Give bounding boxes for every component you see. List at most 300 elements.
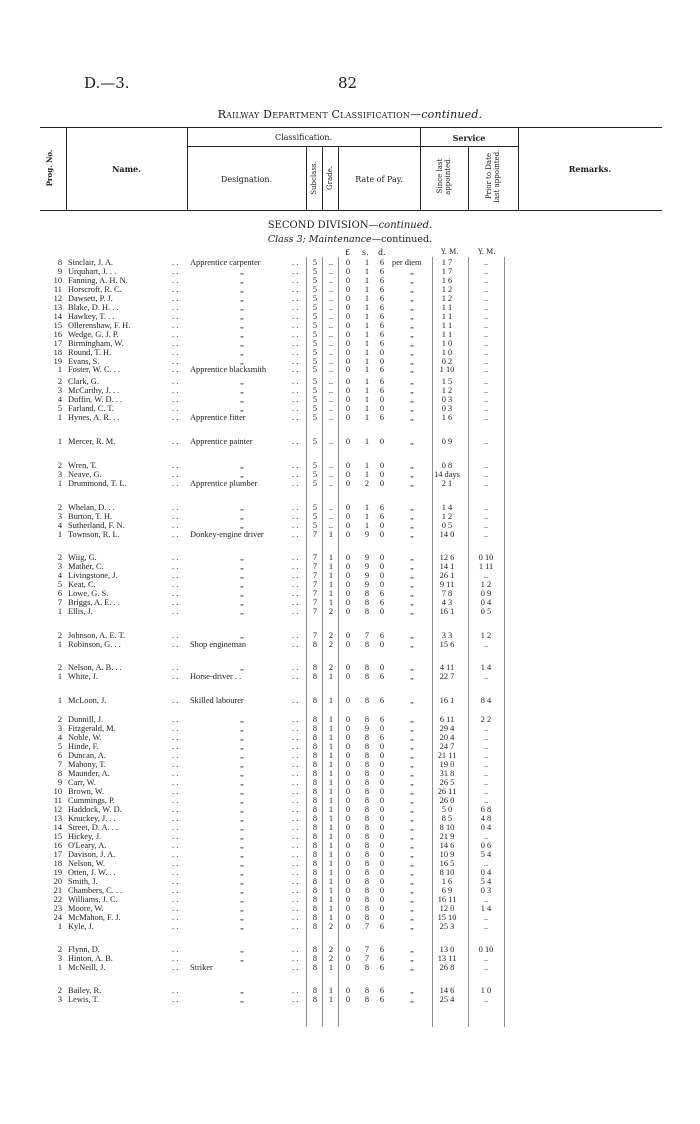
row-number: 3 [57, 954, 62, 963]
row-pay-pence: 0 [379, 742, 385, 751]
row-number: 1 [57, 530, 62, 539]
row-designation: „ [240, 877, 244, 886]
table-row [0, 321, 700, 330]
leader-dots: . . [172, 954, 179, 963]
row-service-since-last: 14 6 [439, 841, 455, 850]
row-pay-period: „ [410, 339, 414, 348]
row-service-since-last: 0 3 [441, 404, 453, 413]
row-name: Kyle, J. [68, 922, 94, 931]
row-pay-shillings: 1 [364, 521, 370, 530]
table-row [0, 598, 700, 607]
row-pay-period: „ [410, 357, 414, 366]
row-designation: „ [240, 995, 244, 1004]
row-pay-pence: 0 [379, 580, 385, 589]
header-name: Name. [112, 164, 141, 174]
row-service-since-last: 24 7 [439, 742, 455, 751]
row-number: 4 [57, 395, 62, 404]
row-designation: „ [240, 267, 244, 276]
row-service-prior: .. [483, 339, 489, 348]
row-subclass: 5 [312, 303, 318, 312]
leader-dots: . . [292, 267, 299, 276]
row-pay-shillings: 9 [364, 580, 370, 589]
row-service-since-last: 6 9 [441, 886, 453, 895]
row-service-prior: .. [483, 530, 489, 539]
row-pay-period: „ [410, 631, 414, 640]
row-subclass: 8 [312, 963, 318, 972]
row-pay-period: „ [410, 404, 414, 413]
leader-dots: . . [292, 258, 299, 267]
row-pay-pounds: 0 [345, 742, 351, 751]
row-subclass: 5 [312, 294, 318, 303]
leader-dots: . . [292, 386, 299, 395]
row-pay-pounds: 0 [345, 607, 351, 616]
row-subclass: 5 [312, 386, 318, 395]
row-designation: „ [240, 904, 244, 913]
row-pay-pence: 0 [379, 895, 385, 904]
row-pay-shillings: 8 [364, 663, 370, 672]
row-number: 11 [53, 285, 62, 294]
leader-dots: . . [172, 461, 179, 470]
leader-dots: . . [292, 663, 299, 672]
row-service-prior: .. [483, 832, 489, 841]
row-name: Lowe, G. S. [68, 589, 109, 598]
table-row [0, 607, 700, 616]
row-grade: 1 [328, 571, 334, 580]
row-service-since-last: 22 7 [439, 672, 455, 681]
leader-dots: . . [292, 724, 299, 733]
row-number: 2 [57, 715, 62, 724]
row-number: 9 [57, 267, 62, 276]
row-designation: „ [240, 986, 244, 995]
unit-years-months-1: Y. M. [441, 248, 459, 256]
row-service-prior: .. [483, 285, 489, 294]
row-subclass: 5 [312, 285, 318, 294]
row-subclass: 8 [312, 640, 318, 649]
row-pay-pounds: 0 [345, 413, 351, 422]
row-pay-pounds: 0 [345, 386, 351, 395]
table-row [0, 276, 700, 285]
row-service-prior: .. [483, 294, 489, 303]
section-main: SECOND DIVISION [267, 220, 369, 231]
row-pay-period: „ [410, 922, 414, 931]
leader-dots: . . [292, 787, 299, 796]
row-number: 19 [53, 868, 62, 877]
row-subclass: 8 [312, 868, 318, 877]
row-grade: .. [328, 365, 334, 374]
row-number: 16 [53, 330, 62, 339]
row-pay-period: „ [410, 868, 414, 877]
row-pay-period: „ [410, 954, 414, 963]
row-pay-period: „ [410, 796, 414, 805]
row-name: Neave, G. [68, 470, 102, 479]
row-service-prior: 1 2 [480, 631, 492, 640]
leader-dots: . . [172, 832, 179, 841]
row-designation: „ [240, 631, 244, 640]
row-number: 7 [57, 760, 62, 769]
row-grade: 1 [328, 859, 334, 868]
header-prog-no: Prog. No. [45, 149, 54, 187]
row-pay-pounds: 0 [345, 312, 351, 321]
row-pay-period: „ [410, 530, 414, 539]
rule-grade [322, 257, 323, 1027]
row-grade: 1 [328, 877, 334, 886]
header-since-last: Since last appointed. [436, 157, 452, 195]
row-number: 3 [57, 512, 62, 521]
row-subclass: 7 [312, 607, 318, 616]
row-designation: Apprentice blacksmith [190, 365, 267, 374]
row-pay-pence: 6 [379, 503, 385, 512]
row-pay-pence: 6 [379, 294, 385, 303]
row-pay-pence: 0 [379, 395, 385, 404]
table-row [0, 715, 700, 724]
row-pay-shillings: 8 [364, 850, 370, 859]
row-designation: „ [240, 321, 244, 330]
row-subclass: 5 [312, 312, 318, 321]
table-row [0, 672, 700, 681]
row-grade: .. [328, 521, 334, 530]
row-pay-period: „ [410, 751, 414, 760]
leader-dots: . . [172, 562, 179, 571]
row-service-since-last: 9 11 [439, 580, 455, 589]
row-pay-pence: 6 [379, 589, 385, 598]
row-pay-period: „ [410, 895, 414, 904]
row-service-since-last: 4 3 [441, 598, 453, 607]
table-row [0, 850, 700, 859]
row-pay-period: „ [410, 553, 414, 562]
row-pay-period: „ [410, 814, 414, 823]
row-grade: 1 [328, 715, 334, 724]
row-service-prior: .. [483, 521, 489, 530]
row-pay-pence: 6 [379, 672, 385, 681]
row-number: 1 [57, 640, 62, 649]
row-subclass: 8 [312, 995, 318, 1004]
row-service-since-last: 5 0 [441, 805, 453, 814]
row-number: 5 [57, 580, 62, 589]
row-pay-shillings: 9 [364, 562, 370, 571]
row-service-prior: .. [483, 796, 489, 805]
row-service-prior: .. [483, 404, 489, 413]
row-pay-pence: 6 [379, 330, 385, 339]
row-number: 1 [57, 437, 62, 446]
row-name: Hinton, A. B. [68, 954, 113, 963]
row-service-since-last: 29 4 [439, 724, 455, 733]
row-service-prior: .. [483, 760, 489, 769]
row-pay-period: „ [410, 377, 414, 386]
table-row [0, 663, 700, 672]
row-designation: „ [240, 461, 244, 470]
table-row [0, 742, 700, 751]
row-name: Mather, C. [68, 562, 104, 571]
row-pay-pounds: 0 [345, 640, 351, 649]
row-service-prior: 1 4 [480, 904, 492, 913]
table-row [0, 832, 700, 841]
leader-dots: . . [292, 859, 299, 868]
row-designation: Apprentice plumber [190, 479, 258, 488]
row-service-since-last: 1 2 [441, 285, 453, 294]
leader-dots: . . [172, 913, 179, 922]
row-pay-period: „ [410, 913, 414, 922]
row-designation: „ [240, 886, 244, 895]
row-pay-pence: 6 [379, 258, 385, 267]
row-designation: „ [240, 715, 244, 724]
row-pay-period: „ [410, 724, 414, 733]
row-subclass: 8 [312, 724, 318, 733]
row-pay-period: „ [410, 904, 414, 913]
row-pay-shillings: 2 [364, 479, 370, 488]
table-row [0, 580, 700, 589]
row-grade: 1 [328, 672, 334, 681]
row-service-prior: 1 11 [478, 562, 494, 571]
row-subclass: 8 [312, 796, 318, 805]
row-pay-shillings: 1 [364, 276, 370, 285]
row-service-prior: 0 4 [480, 823, 492, 832]
row-subclass: 8 [312, 886, 318, 895]
row-subclass: 7 [312, 598, 318, 607]
table-row [0, 503, 700, 512]
row-designation: Horse-driver . . [190, 672, 242, 681]
leader-dots: . . [172, 859, 179, 868]
row-service-since-last: 21 11 [437, 751, 457, 760]
leader-dots: . . [292, 395, 299, 404]
row-pay-shillings: 1 [364, 395, 370, 404]
row-subclass: 7 [312, 530, 318, 539]
row-service-since-last: 1 6 [441, 877, 453, 886]
row-service-prior: 1 4 [480, 663, 492, 672]
row-designation: „ [240, 859, 244, 868]
row-name: Mahony, T. [68, 760, 106, 769]
row-designation: „ [240, 395, 244, 404]
row-service-prior: .. [483, 672, 489, 681]
row-name: Hynes, A. R. . . [68, 413, 120, 422]
table-row [0, 751, 700, 760]
leader-dots: . . [172, 303, 179, 312]
table-row [0, 377, 700, 386]
row-pay-period: „ [410, 294, 414, 303]
table-row [0, 303, 700, 312]
row-designation: „ [240, 913, 244, 922]
row-pay-pounds: 0 [345, 954, 351, 963]
table-row [0, 913, 700, 922]
table-row [0, 859, 700, 868]
row-subclass: 8 [312, 751, 318, 760]
table-row [0, 787, 700, 796]
row-pay-pence: 6 [379, 285, 385, 294]
row-service-since-last: 15 10 [437, 913, 457, 922]
leader-dots: . . [292, 832, 299, 841]
leader-dots: . . [292, 303, 299, 312]
leader-dots: . . [292, 512, 299, 521]
table-row [0, 868, 700, 877]
row-name: Drummond, T. L. [68, 479, 127, 488]
row-designation: „ [240, 562, 244, 571]
row-service-since-last: 13 11 [437, 954, 457, 963]
row-name: Burton, T. H. [68, 512, 113, 521]
row-pay-pounds: 0 [345, 267, 351, 276]
row-service-since-last: 1 2 [441, 294, 453, 303]
leader-dots: . . [292, 631, 299, 640]
row-service-since-last: 21 9 [439, 832, 455, 841]
table-row [0, 413, 700, 422]
leader-dots: . . [292, 553, 299, 562]
row-pay-pence: 6 [379, 954, 385, 963]
row-grade: 1 [328, 995, 334, 1004]
row-pay-pence: 6 [379, 512, 385, 521]
row-pay-period: „ [410, 995, 414, 1004]
table-row [0, 348, 700, 357]
row-designation: Apprentice fitter [190, 413, 246, 422]
row-name: Street, D. A. . . [68, 823, 119, 832]
row-service-since-last: 4 11 [439, 663, 455, 672]
row-pay-pence: 6 [379, 598, 385, 607]
leader-dots: . . [172, 580, 179, 589]
row-service-prior: 0 4 [480, 598, 492, 607]
table-row [0, 904, 700, 913]
header-remarks: Remarks. [568, 164, 612, 174]
row-name: Mercer, R. M. [68, 437, 116, 446]
leader-dots: . . [172, 760, 179, 769]
leader-dots: . . [292, 461, 299, 470]
row-subclass: 8 [312, 805, 318, 814]
row-subclass: 8 [312, 742, 318, 751]
leader-dots: . . [292, 868, 299, 877]
row-grade: .. [328, 330, 334, 339]
table-row [0, 530, 700, 539]
row-pay-pounds: 0 [345, 877, 351, 886]
row-pay-period: „ [410, 769, 414, 778]
row-grade: 2 [328, 945, 334, 954]
row-subclass: 5 [312, 321, 318, 330]
row-pay-pence: 0 [379, 724, 385, 733]
row-service-since-last: 1 4 [441, 503, 453, 512]
row-service-since-last: 1 1 [441, 321, 453, 330]
row-service-prior: 2 2 [480, 715, 492, 724]
row-pay-period: „ [410, 877, 414, 886]
leader-dots: . . [172, 258, 179, 267]
leader-dots: . . [292, 895, 299, 904]
row-pay-pounds: 0 [345, 986, 351, 995]
row-subclass: 8 [312, 769, 318, 778]
table-row [0, 841, 700, 850]
leader-dots: . . [292, 945, 299, 954]
row-pay-shillings: 1 [364, 294, 370, 303]
row-pay-shillings: 1 [364, 321, 370, 330]
row-pay-pounds: 0 [345, 276, 351, 285]
row-grade: .. [328, 321, 334, 330]
row-service-since-last: 10 9 [439, 850, 455, 859]
table-row [0, 796, 700, 805]
row-name: Ollerenshaw, F. H. [68, 321, 131, 330]
row-service-prior: 1 0 [480, 986, 492, 995]
row-grade: 1 [328, 805, 334, 814]
row-pay-pounds: 0 [345, 598, 351, 607]
leader-dots: . . [172, 895, 179, 904]
row-name: Brown, W. [68, 787, 105, 796]
row-service-since-last: 1 6 [441, 276, 453, 285]
table-row [0, 330, 700, 339]
row-pay-pence: 0 [379, 521, 385, 530]
row-service-since-last: 16 1 [439, 696, 455, 705]
row-pay-pounds: 0 [345, 303, 351, 312]
row-service-prior: .. [483, 461, 489, 470]
table-row [0, 512, 700, 521]
row-grade: 2 [328, 640, 334, 649]
row-designation: „ [240, 742, 244, 751]
row-number: 2 [57, 631, 62, 640]
row-pay-shillings: 1 [364, 503, 370, 512]
leader-dots: . . [172, 724, 179, 733]
row-pay-pounds: 0 [345, 796, 351, 805]
row-grade: 1 [328, 904, 334, 913]
row-pay-pence: 0 [379, 877, 385, 886]
row-number: 24 [53, 913, 62, 922]
row-name: Townson, R. L. [68, 530, 120, 539]
row-subclass: 5 [312, 479, 318, 488]
row-service-since-last: 14 days [434, 470, 460, 479]
row-service-since-last: 2 1 [441, 479, 453, 488]
row-grade: 1 [328, 963, 334, 972]
row-service-since-last: 12 6 [439, 553, 455, 562]
row-pay-period: „ [410, 841, 414, 850]
row-grade: 1 [328, 823, 334, 832]
row-name: Ellis, J. [68, 607, 93, 616]
row-pay-pounds: 0 [345, 330, 351, 339]
row-grade: 1 [328, 751, 334, 760]
row-number: 2 [57, 663, 62, 672]
row-pay-period: „ [410, 437, 414, 446]
row-pay-pence: 6 [379, 715, 385, 724]
row-service-prior: .. [483, 769, 489, 778]
table-row [0, 696, 700, 705]
row-subclass: 8 [312, 814, 318, 823]
row-pay-pence: 0 [379, 404, 385, 413]
leader-dots: . . [292, 571, 299, 580]
table-row [0, 365, 700, 374]
row-designation: „ [240, 303, 244, 312]
row-pay-period: „ [410, 963, 414, 972]
row-designation: „ [240, 832, 244, 841]
row-pay-pounds: 0 [345, 503, 351, 512]
row-pay-pounds: 0 [345, 832, 351, 841]
row-grade: .. [328, 503, 334, 512]
row-pay-pence: 6 [379, 413, 385, 422]
row-designation: „ [240, 841, 244, 850]
row-name: Hawkey, T. . . [68, 312, 115, 321]
row-pay-pence: 6 [379, 339, 385, 348]
row-number: 23 [53, 904, 62, 913]
row-service-prior: .. [483, 348, 489, 357]
row-service-prior: 4 8 [480, 814, 492, 823]
row-service-prior: .. [483, 724, 489, 733]
row-pay-shillings: 8 [364, 760, 370, 769]
row-pay-pounds: 0 [345, 868, 351, 877]
row-service-since-last: 26 1 [439, 571, 455, 580]
row-service-since-last: 1 7 [441, 258, 453, 267]
leader-dots: . . [172, 348, 179, 357]
table-row [0, 760, 700, 769]
row-service-since-last: 25 4 [439, 995, 455, 1004]
row-name: Wedge, G. J. P. [68, 330, 119, 339]
row-service-prior: .. [483, 479, 489, 488]
table-row [0, 589, 700, 598]
row-service-since-last: 7 8 [441, 589, 453, 598]
row-pay-shillings: 1 [364, 312, 370, 321]
row-pay-pounds: 0 [345, 377, 351, 386]
row-pay-pounds: 0 [345, 461, 351, 470]
page-number: 82 [338, 74, 358, 92]
rule-rate [338, 257, 339, 1027]
header-service: Service [452, 133, 486, 143]
row-pay-period: „ [410, 365, 414, 374]
